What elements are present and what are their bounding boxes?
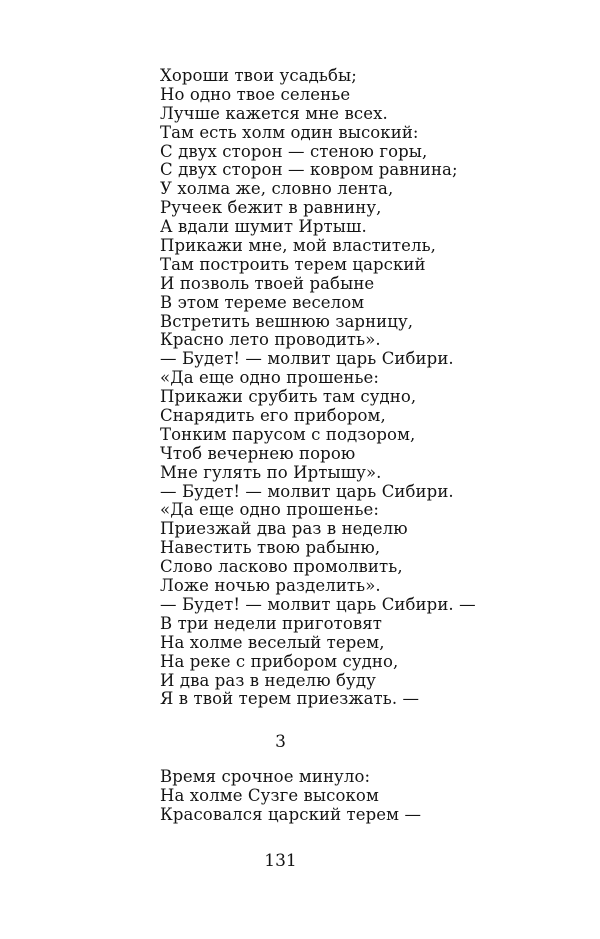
poem-line: На холме веселый терем,	[160, 632, 385, 652]
poem-line: В три недели приготовят	[160, 613, 383, 633]
poem-line: Красно лето проводить».	[160, 330, 381, 350]
poem-line: Приезжай два раз в неделю	[160, 519, 408, 539]
poem-line: — Будет! — молвит царь Сибири. —	[160, 594, 476, 614]
poem-line: Чтоб вечернею порою	[160, 443, 356, 463]
section-number: 3	[275, 732, 286, 752]
poem-line: Ложе ночью разделить».	[160, 576, 381, 596]
poem-line: На холме Сузге высоком	[160, 785, 379, 805]
poem-line: Мне гулять по Иртышу».	[160, 462, 382, 482]
poem-line: Но одно твое селенье	[160, 84, 351, 104]
page-number: 131	[264, 851, 297, 871]
poem-line: Я в твой терем приезжать. —	[160, 689, 420, 709]
poem-line: Хороши твои усадьбы;	[160, 66, 357, 85]
poem-line: Прикажи срубить там судно,	[160, 387, 417, 407]
poem-line: Там построить терем царский	[160, 254, 426, 274]
poem-line: «Да еще одно прошенье:	[160, 500, 380, 520]
poem-line: Встретить вешнюю зарницу,	[160, 311, 414, 331]
poem-stanza	[160, 768, 421, 825]
poem-line: Слово ласково промолвить,	[160, 557, 403, 577]
poem-line: И два раз в неделю буду	[160, 670, 376, 690]
poem-line: С двух сторон — ковром равнина;	[160, 160, 458, 180]
poem-line: Навестить твою рабыню,	[160, 538, 381, 558]
poem-line: «Да еще одно прошенье:	[160, 368, 380, 388]
poem-line: Прикажи мне, мой властитель,	[160, 236, 436, 256]
poem-line: Время срочное минуло:	[160, 767, 371, 786]
poem-line: А вдали шумит Иртыш.	[160, 217, 367, 237]
poem-line: Там есть холм один высокий:	[160, 122, 419, 142]
poem-line: Ручеек бежит в равнину,	[160, 198, 382, 218]
poem-line: Снарядить его прибором,	[160, 406, 386, 426]
poem-line: Красовался царский терем —	[160, 804, 422, 824]
poem-line: В этом тереме веселом	[160, 292, 365, 312]
poem-line: У холма же, словно лента,	[160, 179, 394, 199]
poem-line: На реке с прибором судно,	[160, 651, 399, 671]
poem-stanza	[160, 67, 476, 709]
poem-line: И позволь твоей рабыне	[160, 273, 375, 293]
poem-line: — Будет! — молвит царь Сибири.	[160, 349, 454, 369]
poem-line: Тонким парусом с подзором,	[160, 424, 416, 444]
poem-line: Лучше кажется мне всех.	[160, 103, 388, 123]
poem-line: С двух сторон — стеною горы,	[160, 141, 428, 161]
poem-line: — Будет! — молвит царь Сибири.	[160, 481, 454, 501]
